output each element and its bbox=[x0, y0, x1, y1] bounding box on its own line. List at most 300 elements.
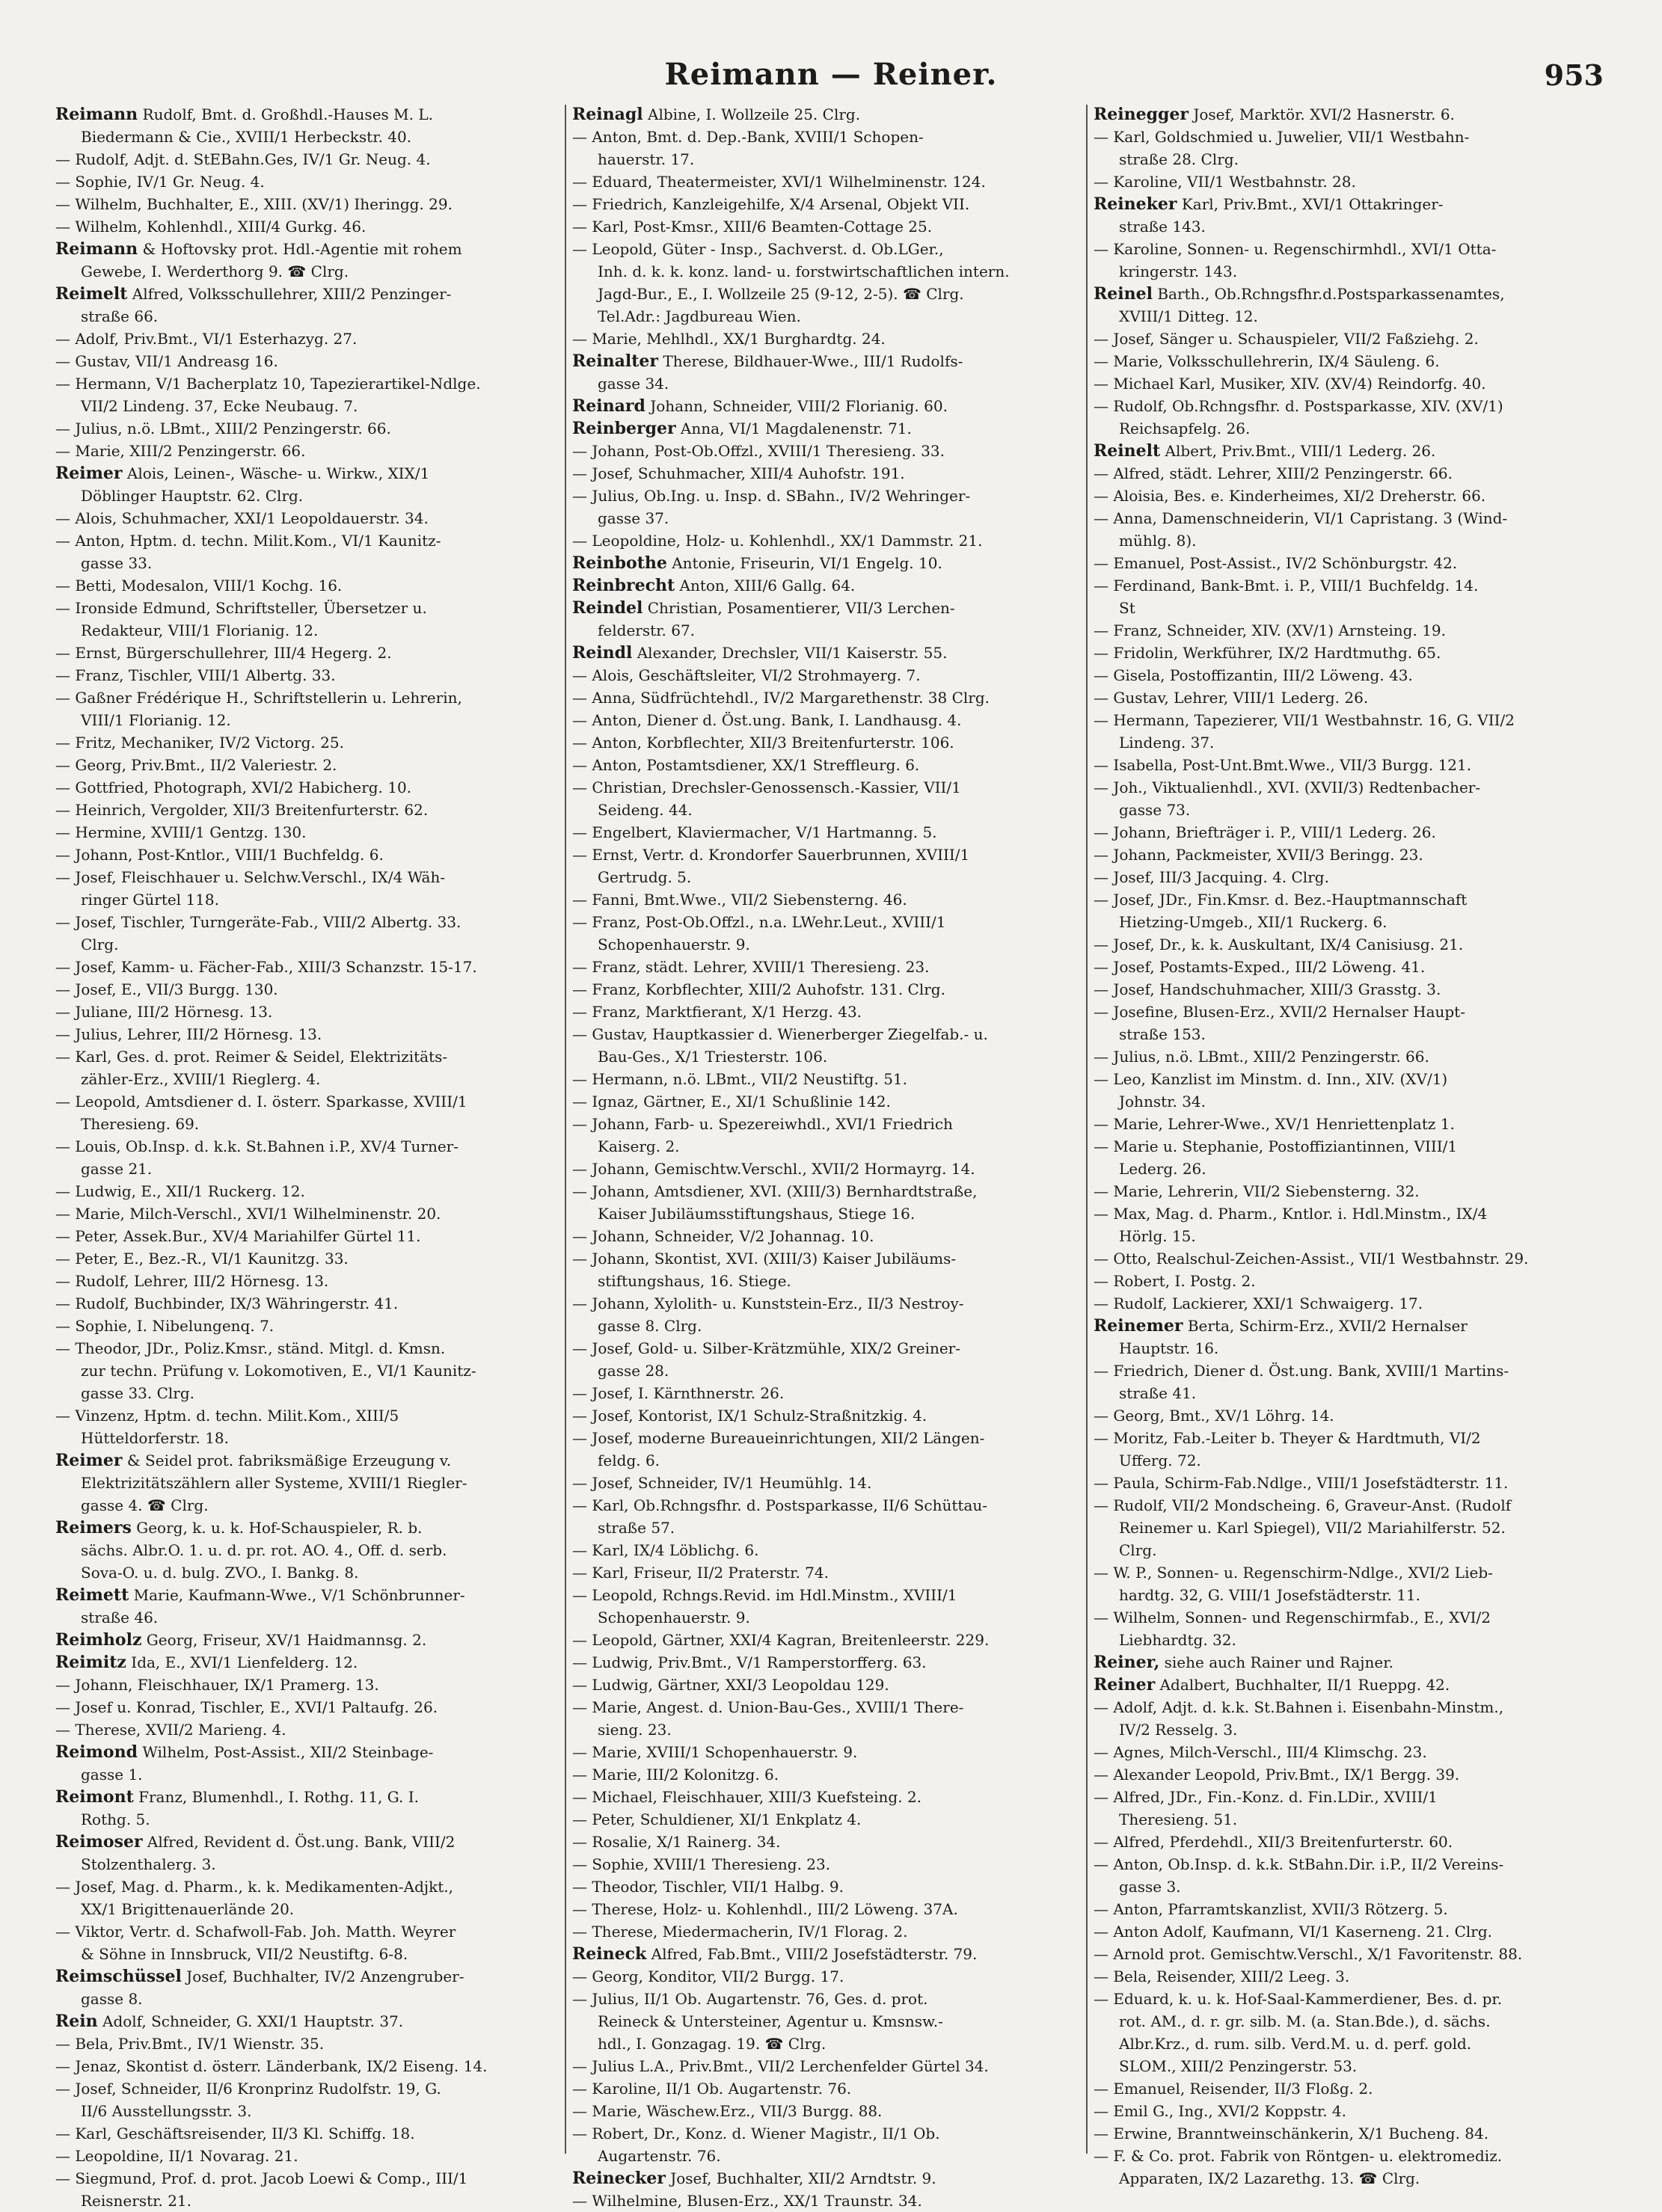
entry-lead: — Anton, bbox=[572, 128, 642, 146]
entry-text: prot. Fabrik von Röntgen- u. elektromediz. bbox=[1174, 2147, 1503, 2165]
directory-entry-line bbox=[572, 552, 1075, 574]
column-1 bbox=[55, 103, 558, 2210]
entry-text: Rchngs.Revid. im Hdl.Minstm., XVIII/1 bbox=[657, 1586, 957, 1604]
directory-entry-line bbox=[55, 1943, 558, 1965]
entry-text: moderne Bureaueinrichtungen, XII/2 Längen- bbox=[633, 1429, 985, 1447]
directory-entry-line bbox=[572, 305, 1075, 328]
entry-text: ringer Gürtel 118. bbox=[81, 891, 219, 909]
directory-entry-line bbox=[55, 1651, 558, 1674]
entry-text: Theatermeister, XVI/1 Wilhelminenstr. 124. bbox=[652, 173, 986, 191]
entry-text: Tischler, E., XVI/1 Paltaufg. 26. bbox=[195, 1698, 438, 1716]
entry-lead: Reiner, bbox=[1094, 1653, 1160, 1672]
directory-entry-line bbox=[572, 888, 1075, 911]
entry-lead: Reinecker bbox=[572, 2169, 666, 2188]
directory-entry-line bbox=[572, 1741, 1075, 1763]
directory-entry-line bbox=[1094, 1898, 1596, 1920]
directory-entry-line bbox=[1094, 1741, 1596, 1763]
directory-entry-line bbox=[1094, 1023, 1596, 1045]
entry-lead: — Ludwig, bbox=[572, 1653, 653, 1671]
entry-lead: — Sophie, bbox=[55, 1317, 132, 1335]
directory-entry-line bbox=[55, 1023, 558, 1045]
entry-lead: — Hermine, bbox=[55, 823, 147, 841]
entry-text: Milch-Verschl., XVI/1 Wilhelminenstr. 20. bbox=[124, 1205, 441, 1223]
entry-text: Tischler, VII/1 Halbg. 9. bbox=[658, 1878, 844, 1896]
entry-lead: — Leopoldine, bbox=[55, 2147, 165, 2165]
entry-text: straße 153. bbox=[1119, 1025, 1206, 1043]
directory-entry-line bbox=[572, 844, 1075, 866]
entry-lead: Reinard bbox=[572, 396, 646, 416]
entry-lead: — Josef, bbox=[572, 1339, 634, 1357]
entry-lead: — Josef, bbox=[572, 1474, 634, 1492]
entry-lead: — Gustav, bbox=[572, 1025, 648, 1043]
entry-lead: — Wilhelmine, bbox=[572, 2192, 682, 2210]
entry-text: Tischler, VIII/1 Albertg. 33. bbox=[123, 666, 336, 684]
directory-entry-line bbox=[572, 350, 1075, 372]
entry-lead: — Leopold, bbox=[572, 1631, 657, 1649]
directory-entry-line bbox=[572, 215, 1075, 238]
directory-entry-line bbox=[1094, 126, 1596, 148]
entry-text: Stolzenthalerg. 3. bbox=[81, 1855, 216, 1873]
entry-lead: — Hermann, bbox=[55, 375, 152, 393]
entry-text: VII/1 Andreasg 16. bbox=[130, 352, 278, 370]
directory-entry-line bbox=[1094, 956, 1596, 978]
entry-text: Reisender, XIII/2 Leeg. 3. bbox=[1151, 1967, 1350, 1985]
entry-text: Kaiser Jubiläumsstiftungshaus, Stiege 16. bbox=[598, 1205, 916, 1223]
entry-text: Dr., k. k. Auskultant, IX/4 Canisiusg. 21. bbox=[1154, 936, 1464, 953]
entry-lead: — Isabella, bbox=[1094, 756, 1178, 774]
directory-entry-line bbox=[572, 754, 1075, 776]
directory-entry-line bbox=[55, 1427, 558, 1449]
directory-entry-line bbox=[55, 2010, 558, 2033]
entry-lead: — Theodor, bbox=[55, 1339, 142, 1357]
entry-text: E., Bez.-R., VI/1 Kaunitzg. 33. bbox=[118, 1250, 349, 1268]
column-3 bbox=[1094, 103, 1596, 2187]
directory-entry-line bbox=[1094, 1090, 1596, 1113]
entry-lead: — F. & Co. bbox=[1094, 2147, 1174, 2165]
entry-text: siehe auch Rainer und Rajner. bbox=[1159, 1653, 1393, 1671]
directory-entry-line bbox=[572, 1539, 1075, 1561]
entry-text: Branntweinschänkerin, X/1 Bucheng. 84. bbox=[1172, 2125, 1489, 2142]
directory-entry-line bbox=[55, 709, 558, 731]
entry-lead: — Rosalie, bbox=[572, 1833, 652, 1851]
entry-lead: Reineker bbox=[1094, 194, 1177, 214]
entry-text: VII/1 Westbahnstr. 28. bbox=[1182, 173, 1356, 191]
entry-text: Kaufmann, VI/1 Kaserneng. 21. Clrg. bbox=[1206, 1923, 1492, 1941]
entry-text: Bmt.Wwe., VII/2 Siebensterng. 46. bbox=[639, 891, 907, 909]
directory-entry-line bbox=[55, 1360, 558, 1382]
directory-entry-line bbox=[572, 1225, 1075, 1247]
entry-text: n.ö. LBmt., XIII/2 Penzingerstr. 66. bbox=[1160, 1048, 1429, 1066]
entry-lead: — Wilhelm, bbox=[55, 218, 142, 236]
directory-entry-line bbox=[572, 574, 1075, 597]
entry-text: Mag. d. Pharm., Kntlor. i. Hdl.Minstm., IX/4 bbox=[1150, 1205, 1488, 1223]
directory-entry-line bbox=[572, 1920, 1075, 1943]
entry-text: Jagd-Bur., E., I. Wollzeile 25 (9-12, 2-5). ☎ Clrg. bbox=[598, 285, 964, 303]
entry-lead: — Michael, bbox=[572, 1788, 657, 1806]
entry-text: Therese, Bildhauer-Wwe., III/1 Rudolfs- bbox=[658, 352, 963, 370]
entry-text: Alexander, Drechsler, VII/1 Kaiserstr. 55. bbox=[632, 644, 948, 662]
directory-entry-line bbox=[572, 238, 1075, 260]
directory-entry-line bbox=[1094, 776, 1596, 799]
directory-entry-line bbox=[1094, 731, 1596, 754]
directory-entry-line bbox=[1094, 597, 1596, 619]
directory-entry-line bbox=[1094, 1494, 1596, 1517]
entry-lead: — Josef, bbox=[1094, 958, 1155, 976]
entry-lead: — Johann, bbox=[1094, 846, 1171, 864]
entry-text: Priv.Bmt., V/1 Ramperstorfferg. 63. bbox=[653, 1653, 927, 1671]
directory-entry-line bbox=[572, 1943, 1075, 1965]
entry-text: X/1 Rainerg. 34. bbox=[651, 1833, 781, 1851]
directory-entry-line bbox=[1094, 1853, 1596, 1875]
entry-text: IX/4 Löblichg. 6. bbox=[628, 1541, 759, 1559]
entry-lead: — Leopold, bbox=[55, 1093, 141, 1110]
entry-lead: — Ironside bbox=[55, 599, 138, 617]
directory-entry-line bbox=[572, 485, 1075, 507]
directory-entry-line bbox=[572, 911, 1075, 933]
directory-entry-line bbox=[1094, 1158, 1596, 1180]
directory-entry-line bbox=[55, 1786, 558, 1808]
directory-entry-line bbox=[1094, 2100, 1596, 2122]
entry-text: Gemischtw.Verschl., XVII/2 Hormayrg. 14. bbox=[649, 1160, 975, 1178]
directory-entry-line bbox=[1094, 350, 1596, 372]
entry-text: Hauptstr. 16. bbox=[1119, 1339, 1219, 1357]
entry-lead: Reindel bbox=[572, 598, 643, 618]
entry-text: Theresieng. 51. bbox=[1119, 1810, 1238, 1828]
entry-lead: — Max, bbox=[1094, 1205, 1151, 1223]
directory-entry-line bbox=[572, 1718, 1075, 1741]
entry-text: Fleischhauer u. Selchw.Verschl., IX/4 Wäh- bbox=[116, 868, 446, 886]
entry-lead: — Karoline, bbox=[1094, 240, 1183, 258]
entry-text: VIII/1 Florianig. 12. bbox=[81, 711, 231, 729]
entry-lead: — Christian, bbox=[572, 778, 667, 796]
entry-lead: — Peter, bbox=[572, 1810, 636, 1828]
entry-text: rot. AM., d. r. gr. silb. M. (a. Stan.Bde.), d. sächs. bbox=[1119, 2012, 1491, 2030]
directory-entry-line bbox=[55, 731, 558, 754]
directory-entry-line bbox=[1094, 238, 1596, 260]
directory-entry-line bbox=[1094, 148, 1596, 170]
entry-text: Bau-Ges., X/1 Triesterstr. 106. bbox=[598, 1048, 828, 1066]
entry-text: sächs. Albr.O. 1. u. d. pr. rot. AO. 4., Off. d. serb. bbox=[81, 1541, 447, 1559]
entry-lead: — Peter, bbox=[55, 1250, 119, 1268]
entry-lead: — Marie u. Stephanie, bbox=[1094, 1137, 1264, 1155]
entry-lead: — Anton, bbox=[572, 734, 642, 752]
entry-lead: — Karl, bbox=[572, 218, 629, 236]
entry-lead: — Vinzenz, bbox=[55, 1407, 139, 1425]
entry-text: Güter - Insp., Sachverst. d. Ob.LGer., bbox=[657, 240, 944, 258]
entry-lead: — Rudolf, bbox=[1094, 397, 1168, 415]
entry-lead: — Peter, bbox=[55, 1227, 119, 1245]
entry-text: Ufferg. 72. bbox=[1119, 1451, 1201, 1469]
directory-entry-line bbox=[55, 462, 558, 485]
directory-entry-line bbox=[572, 1629, 1075, 1651]
entry-text: Postamtsdiener, XX/1 Streffleurg. 6. bbox=[642, 756, 920, 774]
directory-entry-line bbox=[572, 1651, 1075, 1674]
directory-entry-line bbox=[55, 1561, 558, 1584]
entry-text: Drechsler-Genossensch.-Kassier, VII/1 bbox=[666, 778, 961, 796]
entry-lead: — Julius bbox=[572, 2057, 635, 2075]
entry-text: gasse 34. bbox=[598, 375, 669, 393]
directory-entry-line bbox=[1094, 1247, 1596, 1270]
directory-entry-line bbox=[572, 1315, 1075, 1337]
entry-text: Elektrizitätszählern aller Systeme, XVIII/1 Riegler- bbox=[81, 1474, 467, 1492]
entry-text: Lehrer-Wwe., XV/1 Henriettenplatz 1. bbox=[1162, 1115, 1455, 1133]
entry-text: III/2 Hörnesg. 13. bbox=[132, 1003, 273, 1021]
directory-entry-line bbox=[55, 2167, 558, 2190]
entry-text: Hptm. d. techn. Milit.Kom., XIII/5 bbox=[138, 1407, 399, 1425]
entry-text: Priv.Bmt., II/2 Valeriestr. 2. bbox=[126, 756, 337, 774]
directory-entry-line bbox=[55, 2033, 558, 2055]
entry-lead: — Friedrich, bbox=[1094, 1362, 1189, 1380]
entry-lead: Rein bbox=[55, 2012, 98, 2031]
entry-lead: — Anna, bbox=[572, 689, 636, 707]
entry-text: & Söhne in Innsbruck, VII/2 Neustiftg. 6-8. bbox=[81, 1945, 408, 1963]
entry-lead: — Franz, bbox=[55, 666, 124, 684]
entry-lead: — Hermann, bbox=[1094, 711, 1190, 729]
directory-entry-line bbox=[572, 2167, 1075, 2190]
directory-entry-line bbox=[55, 507, 558, 529]
entry-text: Holz- u. Kohlenhdl., III/2 Löweng. 37A. bbox=[657, 1900, 958, 1918]
entry-lead: — Wilhelm, bbox=[1094, 1609, 1180, 1626]
directory-entry-line bbox=[572, 1965, 1075, 1988]
entry-text: Sänger u. Schauspieler, VII/2 Faßziehg. 2. bbox=[1154, 330, 1479, 348]
entry-text: VII/2 Mondscheing. 6, Graveur-Anst. (Rudolf bbox=[1167, 1496, 1512, 1514]
entry-lead: — Josef, bbox=[55, 980, 117, 998]
entry-lead: — Gottfried, bbox=[55, 778, 149, 796]
entry-lead: Reimelt bbox=[55, 284, 128, 304]
directory-entry-line bbox=[55, 1898, 558, 1920]
entry-text: XVIII/1 Gentzg. 130. bbox=[146, 823, 307, 841]
entry-text: Adalbert, Buchhalter, II/1 Rueppg. 42. bbox=[1155, 1676, 1450, 1694]
entry-lead: — Marie, bbox=[572, 330, 642, 348]
entry-lead: — Julius, bbox=[55, 420, 123, 437]
directory-entry-line bbox=[55, 1135, 558, 1158]
entry-text: Apparaten, IX/2 Lazarethg. 13. ☎ Clrg. bbox=[1119, 2169, 1420, 2187]
entry-text: straße 143. bbox=[1119, 218, 1206, 236]
entry-lead: — Franz, bbox=[572, 913, 641, 931]
entry-text: n.ö. LBmt., VII/2 Neustiftg. 51. bbox=[668, 1070, 907, 1088]
directory-entry-line bbox=[572, 1180, 1075, 1202]
directory-entry-line bbox=[55, 888, 558, 911]
directory-entry-line bbox=[55, 395, 558, 417]
entry-text: Mag. d. Pharm., k. k. Medikamenten-Adjkt., bbox=[116, 1878, 453, 1896]
entry-text: gasse 28. bbox=[598, 1362, 669, 1380]
directory-entry-line bbox=[572, 103, 1075, 126]
entry-lead: Reinbothe bbox=[572, 553, 667, 573]
entry-text: I. Nibelungenq. 7. bbox=[132, 1317, 275, 1335]
directory-entry-line bbox=[572, 1561, 1075, 1584]
entry-lead: Reimont bbox=[55, 1787, 134, 1807]
directory-entry-line bbox=[55, 799, 558, 821]
entry-text: IV/2 Resselg. 3. bbox=[1119, 1721, 1238, 1739]
entry-lead: — Bela, bbox=[1094, 1967, 1152, 1985]
entry-lead: Reimholz bbox=[55, 1630, 142, 1650]
entry-lead: — Therese, bbox=[55, 1721, 141, 1739]
entry-lead: — Julius, bbox=[572, 487, 640, 505]
entry-text: IV/1 Gr. Neug. 4. bbox=[132, 173, 265, 191]
directory-entry-line bbox=[572, 1853, 1075, 1875]
entry-lead: — Anna, bbox=[1094, 509, 1157, 527]
entry-lead: — Josef, bbox=[572, 464, 634, 482]
entry-text: gasse 37. bbox=[598, 509, 669, 527]
entry-text: Karl, Priv.Bmt., XVI/1 Ottakringer- bbox=[1177, 195, 1444, 213]
entry-text: gasse 73. bbox=[1119, 801, 1191, 819]
directory-entry-line bbox=[572, 170, 1075, 193]
entry-lead: — Franz, bbox=[572, 958, 641, 976]
directory-entry-line bbox=[1094, 619, 1596, 642]
entry-lead: Reimschüssel bbox=[55, 1967, 182, 1986]
entry-text: Bmt., XV/1 Löhrg. 14. bbox=[1164, 1407, 1334, 1425]
directory-entry-line bbox=[55, 1382, 558, 1404]
entry-lead: — Karl, bbox=[572, 1496, 629, 1514]
directory-entry-line bbox=[55, 238, 558, 260]
directory-entry-line bbox=[55, 372, 558, 395]
directory-entry-line bbox=[572, 328, 1075, 350]
entry-text: Hietzing-Umgeb., XII/1 Ruckerg. 6. bbox=[1119, 913, 1387, 931]
directory-entry-line bbox=[1094, 215, 1596, 238]
entry-text: gasse 33. Clrg. bbox=[81, 1384, 195, 1402]
directory-entry-line bbox=[1094, 1696, 1596, 1718]
directory-entry-line bbox=[1094, 1225, 1596, 1247]
entry-lead: — Robert, bbox=[572, 2125, 649, 2142]
entry-text: hdl., I. Gonzagag. 19. ☎ Clrg. bbox=[598, 2035, 827, 2053]
directory-entry-line bbox=[572, 1988, 1075, 2010]
entry-lead: — Adolf, bbox=[55, 330, 120, 348]
entry-lead: — Arnold bbox=[1094, 1945, 1165, 1963]
entry-text: n.ö. LBmt., XIII/2 Penzingerstr. 66. bbox=[122, 420, 391, 437]
directory-entry-line bbox=[1094, 1875, 1596, 1898]
entry-lead: Reinelt bbox=[1094, 441, 1161, 461]
entry-text: Korbflechter, XIII/2 Auhofstr. 131. Clrg. bbox=[640, 980, 945, 998]
entry-text: VII/2 Lindeng. 37, Ecke Neubaug. 7. bbox=[81, 397, 358, 415]
entry-text: Johann, Schneider, VIII/2 Florianig. 60. bbox=[645, 397, 948, 415]
entry-text: Musiker, XIV. (XV/4) Reindorfg. 40. bbox=[1215, 375, 1486, 393]
entry-lead: — Louis, bbox=[55, 1137, 121, 1155]
entry-lead: — Gisela, bbox=[1094, 666, 1165, 684]
directory-entry-line bbox=[1094, 844, 1596, 866]
entry-text: Antonie, Friseurin, VI/1 Engelg. 10. bbox=[666, 554, 942, 572]
directory-entry-line bbox=[572, 1202, 1075, 1225]
entry-text: V/1 Bacherplatz 10, Tapezierartikel-Ndlge. bbox=[151, 375, 481, 393]
entry-text: & Hoftovsky prot. Hdl.-Agentie mit rohem bbox=[138, 240, 462, 258]
entry-text: Adjt. d. k.k. St.Bahnen i. Eisenbahn-Minstm., bbox=[1157, 1698, 1504, 1716]
entry-text: XVIII/1 Schopenhauerstr. 9. bbox=[641, 1743, 858, 1761]
entry-text: straße 66. bbox=[81, 307, 159, 325]
directory-entry-line bbox=[572, 1606, 1075, 1629]
entry-text: Gärtner, XXI/3 Leopoldau 129. bbox=[653, 1676, 889, 1694]
directory-entry-line bbox=[55, 1045, 558, 1068]
directory-entry-line bbox=[1094, 1001, 1596, 1023]
directory-entry-line bbox=[55, 1741, 558, 1763]
entry-text: Albine, I. Wollzeile 25. Clrg. bbox=[643, 105, 861, 123]
directory-entry-line bbox=[572, 799, 1075, 821]
entry-text: Lederg. 26. bbox=[1119, 1160, 1206, 1178]
entry-text: Döblinger Hauptstr. 62. Clrg. bbox=[81, 487, 304, 505]
entry-lead: — Alois, bbox=[55, 509, 117, 527]
directory-entry-line bbox=[572, 1472, 1075, 1494]
entry-text: Bmt. d. Dep.-Bank, XVIII/1 Schopen- bbox=[642, 128, 924, 146]
entry-text: Post-Unt.Bmt.Wwe., VII/3 Burgg. 121. bbox=[1177, 756, 1472, 774]
directory-entry-line bbox=[572, 507, 1075, 529]
directory-entry-line bbox=[572, 2100, 1075, 2122]
entry-text: Alfred, Revident d. Öst.ung. Bank, VIII/2 bbox=[142, 1833, 456, 1851]
entry-text: Realschul-Zeichen-Assist., VII/1 Westbahnstr. 29. bbox=[1151, 1250, 1529, 1268]
directory-entry-line bbox=[1094, 1427, 1596, 1449]
directory-entry-line bbox=[572, 1875, 1075, 1898]
directory-entry-line bbox=[1094, 1382, 1596, 1404]
entry-lead: — Ludwig, bbox=[572, 1676, 653, 1694]
entry-text: Korbflechter, XII/3 Breitenfurterstr. 106. bbox=[642, 734, 954, 752]
directory-entry-line bbox=[1094, 1988, 1596, 2010]
entry-text: Biedermann & Cie., XVIII/1 Herbeckstr. 40. bbox=[81, 128, 412, 146]
directory-entry-line bbox=[1094, 1449, 1596, 1472]
directory-entry-line bbox=[572, 529, 1075, 552]
entry-text: Marktfierant, X/1 Herzg. 43. bbox=[640, 1003, 862, 1021]
directory-entry-line bbox=[572, 1404, 1075, 1427]
entry-text: Modesalon, VIII/1 Kochg. 16. bbox=[116, 577, 343, 595]
entry-text: Gertrudg. 5. bbox=[598, 868, 692, 886]
entry-lead: — Rudolf, bbox=[1094, 1294, 1168, 1312]
entry-text: XX/1 Brigittenauerlände 20. bbox=[81, 1900, 295, 1918]
entry-text: Photograph, XVI/2 Habicherg. 10. bbox=[148, 778, 412, 796]
entry-text: Gärtner, E., XI/1 Schußlinie 142. bbox=[638, 1093, 891, 1110]
entry-text: gasse 1. bbox=[81, 1766, 143, 1784]
entry-lead: — Michael Karl, bbox=[1094, 375, 1216, 393]
entry-lead: Reindl bbox=[572, 643, 633, 663]
directory-entry-line bbox=[55, 911, 558, 933]
entry-lead: — Johann, bbox=[572, 442, 650, 460]
directory-entry-line bbox=[55, 485, 558, 507]
entry-text: kringerstr. 143. bbox=[1119, 262, 1238, 280]
entry-text: Handschuhmacher, XIII/3 Grasstg. 3. bbox=[1154, 980, 1441, 998]
entry-lead: — Johann, bbox=[55, 846, 133, 864]
entry-lead: — Johann, bbox=[572, 1294, 650, 1312]
column-divider bbox=[1086, 105, 1088, 2154]
directory-entry-line bbox=[572, 866, 1075, 888]
entry-text: Kaiserg. 2. bbox=[598, 1137, 680, 1155]
entry-lead: — Josef, bbox=[55, 868, 117, 886]
directory-entry-line bbox=[1094, 2167, 1596, 2190]
entry-text: Amtsdiener, XVI. (XIII/3) Bernhardtstraße, bbox=[649, 1182, 978, 1200]
entry-lead: — Alexander Leopold, bbox=[1094, 1766, 1261, 1784]
entry-text: Amtsdiener d. I. österr. Sparkasse, XVIII/1 bbox=[140, 1093, 467, 1110]
entry-text: Volksschullehrerin, IX/4 Säuleng. 6. bbox=[1162, 352, 1440, 370]
entry-text: Vertr. d. Schafwoll-Fab. Joh. Matth. Weyrer bbox=[124, 1923, 456, 1941]
entry-text: XVIII/1 Theresieng. 23. bbox=[648, 1855, 831, 1873]
directory-entry-line bbox=[1094, 260, 1596, 283]
entry-text: Friseur, II/2 Praterstr. 74. bbox=[628, 1564, 829, 1582]
entry-lead: — Fanni, bbox=[572, 891, 640, 909]
entry-text: Albert, Priv.Bmt., VIII/1 Lederg. 26. bbox=[1160, 442, 1436, 460]
entry-text: Viktualienhdl., XVI. (XVII/3) Redtenbacher- bbox=[1147, 778, 1481, 796]
directory-entry-line bbox=[1094, 1292, 1596, 1315]
entry-text: Schuldiener, XI/1 Enkplatz 4. bbox=[635, 1810, 862, 1828]
entry-lead: — Joh., bbox=[1094, 778, 1148, 796]
directory-entry-line bbox=[572, 686, 1075, 709]
entry-text: Wilhelm, Post-Assist., XII/2 Steinbage- bbox=[137, 1743, 434, 1761]
entry-text: Christian, Posamentierer, VII/3 Lerchen- bbox=[643, 599, 955, 617]
directory-entry-line bbox=[572, 1045, 1075, 1068]
directory-entry-line bbox=[55, 1808, 558, 1831]
entry-text: Miedermacherin, IV/1 Florag. 2. bbox=[657, 1923, 908, 1941]
directory-entry-line bbox=[55, 2190, 558, 2212]
entry-lead: — Karoline, bbox=[572, 2080, 661, 2098]
directory-entry-line bbox=[55, 1988, 558, 2010]
entry-text: Geschäftsreisender, II/3 Kl. Schiffg. 18. bbox=[111, 2125, 415, 2142]
entry-text: Schneider, II/6 Kronprinz Rudolfstr. 19, G. bbox=[116, 2080, 441, 2098]
entry-text: Schneider, IV/1 Heumühlg. 14. bbox=[633, 1474, 872, 1492]
directory-entry-line bbox=[572, 1247, 1075, 1270]
directory-entry-line bbox=[55, 350, 558, 372]
